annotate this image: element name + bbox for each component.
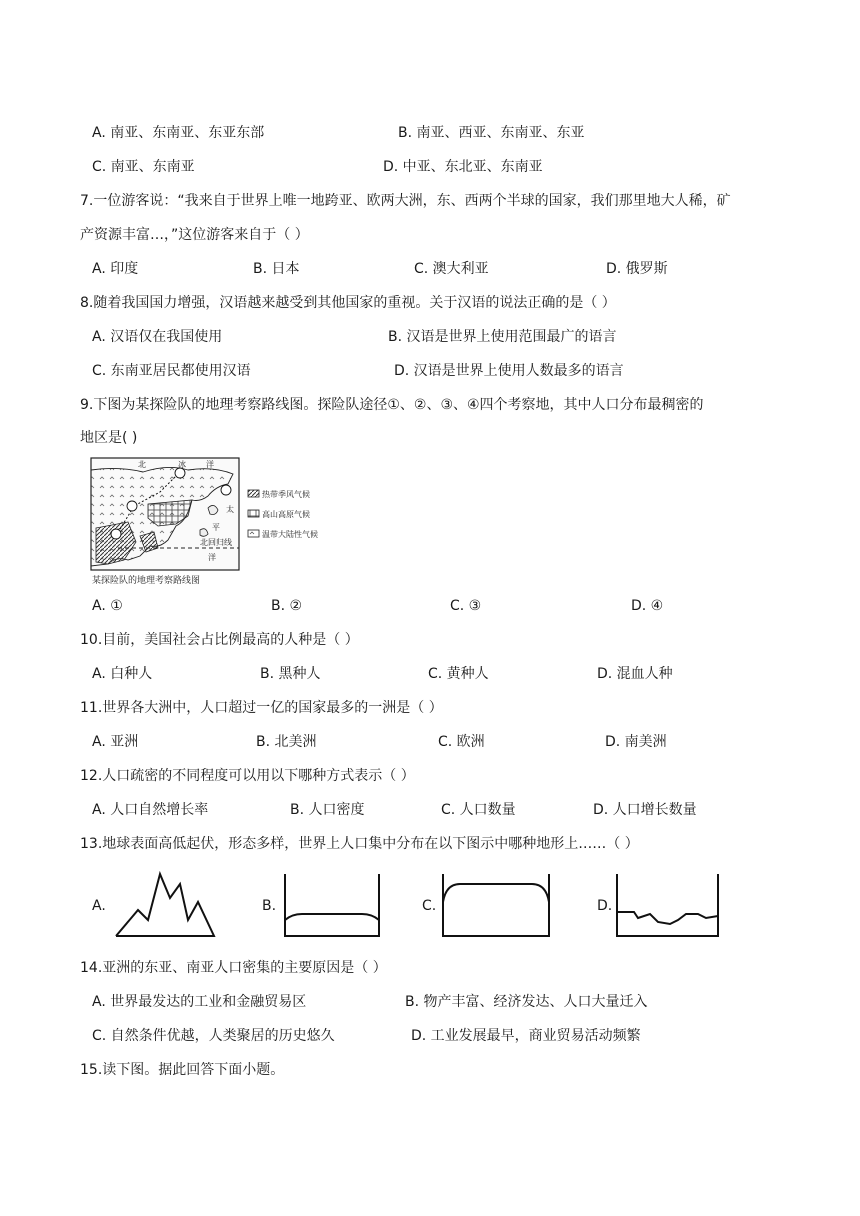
q15-stem: 15.读下图。据此回答下面小题。: [80, 1062, 285, 1078]
q12-option-d[interactable]: D. 人口增长数量: [593, 802, 697, 818]
q7-option-b[interactable]: B. 日本: [253, 261, 300, 277]
terrain-plateau-figure: [440, 872, 552, 940]
q9-option-a[interactable]: A. ①: [92, 598, 123, 614]
q8-option-d[interactable]: D. 汉语是世界上使用人数最多的语言: [394, 363, 624, 379]
q11-option-a[interactable]: A. 亚洲: [92, 734, 139, 750]
q14-option-d[interactable]: D. 工业发展最早，商业贸易活动频繁: [411, 1028, 641, 1044]
q13-option-b[interactable]: B.: [262, 898, 277, 914]
site-marker-2: [111, 529, 121, 539]
q6-option-a[interactable]: A. 南亚、东南亚、东亚东部: [92, 125, 265, 141]
q12-stem: 12.人口疏密的不同程度可以用以下哪种方式表示（ ）: [80, 768, 415, 784]
q13-option-d[interactable]: D.: [597, 898, 613, 914]
q8-stem: 8.随着我国国力增强，汉语越来越受到其他国家的重视。关于汉语的说法正确的是（ ）: [80, 295, 616, 311]
q9-option-c[interactable]: C. ③: [450, 598, 482, 614]
q10-stem: 10.目前，美国社会占比例最高的人种是（ ）: [80, 632, 359, 648]
q10-option-c[interactable]: C. 黄种人: [428, 666, 489, 682]
q8-option-a[interactable]: A. 汉语仅在我国使用: [92, 329, 223, 345]
q11-stem: 11.世界各大洲中，人口超过一亿的国家最多的一洲是（ ）: [80, 700, 443, 716]
q13-option-a[interactable]: A.: [92, 898, 106, 914]
legend-label-monsoon: 热带季风气候: [262, 490, 310, 499]
q14-option-c[interactable]: C. 自然条件优越，人类聚居的历史悠久: [92, 1028, 335, 1044]
q12-option-b[interactable]: B. 人口密度: [290, 802, 365, 818]
legend-label-continental: 温带大陆性气候: [262, 530, 318, 539]
q12-option-c[interactable]: C. 人口数量: [441, 802, 516, 818]
site-marker-3: [127, 501, 137, 511]
q8-option-c[interactable]: C. 东南亚居民都使用汉语: [92, 363, 251, 379]
ocean-label-north-3: 洋: [206, 460, 214, 469]
q14-option-b[interactable]: B. 物产丰富、经济发达、人口大量迁入: [405, 994, 648, 1010]
q7-stem-line1: 7.一位游客说：“我来自于世界上唯一地跨亚、欧两大洲，东、西两个半球的国家，我们那里地大人稀，矿: [80, 193, 731, 209]
terrain-basin-figure: [614, 872, 722, 940]
q11-option-b[interactable]: B. 北美洲: [256, 734, 317, 750]
site-marker-1: [175, 468, 185, 478]
q9-stem-line1: 9.下图为某探险队的地理考察路线图。探险队途径①、②、③、④四个考察地，其中人口分布最稠密的: [80, 397, 704, 413]
q10-option-b[interactable]: B. 黑种人: [260, 666, 321, 682]
ocean-label-east-1: 太: [226, 505, 234, 514]
ocean-label-east-2: 平: [212, 523, 220, 532]
q11-option-c[interactable]: C. 欧洲: [438, 734, 485, 750]
q6-option-c[interactable]: C. 南亚、东南亚: [92, 159, 195, 175]
q10-option-d[interactable]: D. 混血人种: [597, 666, 673, 682]
tropic-label: 北回归线: [200, 538, 232, 547]
legend-swatch-monsoon: [248, 490, 259, 497]
expedition-route-map: [88, 456, 350, 588]
q7-option-a[interactable]: A. 印度: [92, 261, 139, 277]
q11-option-d[interactable]: D. 南美洲: [605, 734, 667, 750]
legend-label-highland: 高山高原气候: [262, 510, 310, 519]
q12-option-a[interactable]: A. 人口自然增长率: [92, 802, 209, 818]
q14-option-a[interactable]: A. 世界最发达的工业和金融贸易区: [92, 994, 307, 1010]
q7-stem-line2: 产资源丰富…，”这位游客来自于（ ）: [80, 227, 309, 243]
ocean-label-east-3: 洋: [208, 553, 216, 562]
site-marker-4: [221, 485, 231, 495]
q10-option-a[interactable]: A. 白种人: [92, 666, 153, 682]
q7-option-d[interactable]: D. 俄罗斯: [606, 261, 668, 277]
q13-option-c[interactable]: C.: [422, 898, 437, 914]
q9-option-d[interactable]: D. ④: [631, 598, 664, 614]
q9-stem-line2: 地区是( ): [80, 430, 138, 446]
ocean-label-north-1: 北: [138, 460, 146, 469]
q8-option-b[interactable]: B. 汉语是世界上使用范围最广的语言: [388, 329, 617, 345]
q13-stem: 13.地球表面高低起伏，形态多样，世界上人口集中分布在以下图示中哪种地形上……（ ）: [80, 836, 639, 852]
terrain-plain-figure: [282, 872, 382, 940]
q7-option-c[interactable]: C. 澳大利亚: [414, 261, 489, 277]
q6-option-b[interactable]: B. 南亚、西亚、东南亚、东亚: [398, 125, 585, 141]
q14-stem: 14.亚洲的东亚、南亚人口密集的主要原因是（ ）: [80, 960, 387, 976]
q6-option-d[interactable]: D. 中亚、东北亚、东南亚: [383, 159, 543, 175]
terrain-mountains-figure: [108, 870, 218, 940]
legend-swatch-highland: [248, 510, 259, 517]
ocean-label-north-2: 冰: [178, 460, 186, 469]
q9-option-b[interactable]: B. ②: [271, 598, 303, 614]
map-caption: 某探险队的地理考察路线图: [92, 576, 201, 586]
